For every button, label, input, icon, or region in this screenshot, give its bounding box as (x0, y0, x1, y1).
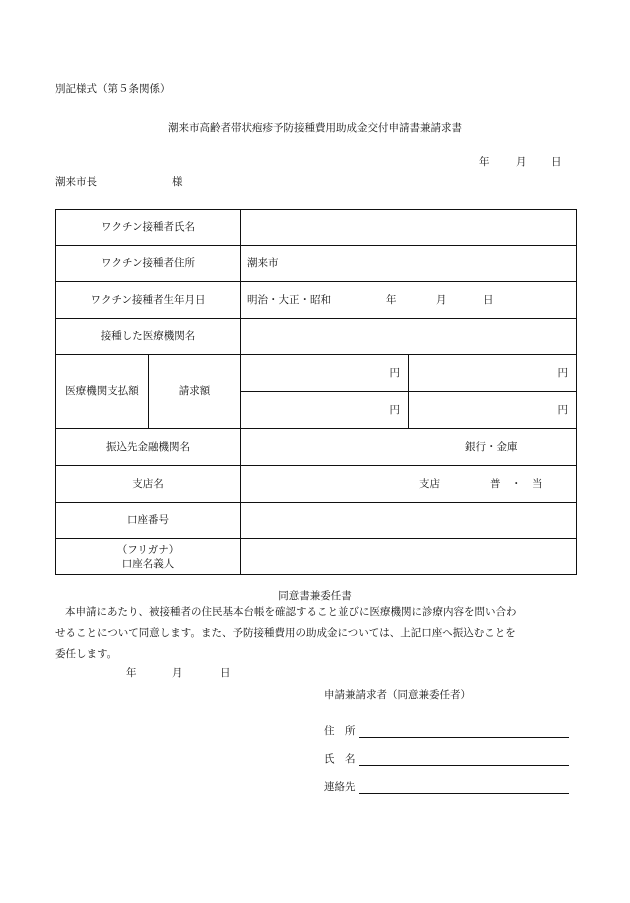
consent-date-month: 月 (172, 667, 183, 679)
vaccinee-address-label: ワクチン接種者住所 (56, 246, 241, 282)
bank-suffix: 銀行・金庫 (465, 441, 518, 453)
bank-field[interactable] (241, 429, 577, 466)
claim-label: 請求額 (149, 355, 241, 429)
date-year: 年 (479, 156, 490, 168)
document-title: 潮来市高齢者帯状疱疹予防接種費用助成金交付申請書兼請求書 (168, 122, 462, 134)
consent-line-2: せることについて同意します。また、予防接種費用の助成金については、上記口座へ振込むことを (55, 627, 516, 639)
branch-label: 支店名 (56, 466, 241, 503)
bank-label: 振込先金融機関名 (56, 429, 241, 466)
birthdate-field[interactable] (241, 282, 577, 319)
yen-unit: 円 (557, 366, 569, 379)
account-holder-name-label: 口座名義人 (121, 557, 175, 570)
consent-title: 同意書兼委任書 (278, 590, 352, 602)
consent-date-day: 日 (220, 667, 231, 679)
branch-field[interactable] (241, 466, 577, 503)
account-type-options[interactable]: 普 ・ 当 (490, 478, 543, 490)
applicant-address-label: 住 所 (324, 725, 356, 737)
payment-amount-field[interactable] (241, 355, 409, 392)
vaccinee-name-label: ワクチン接種者氏名 (56, 210, 241, 246)
claim-amount-field[interactable] (241, 392, 409, 429)
birth-day-unit: 日 (483, 294, 494, 306)
applicant-name-label: 氏 名 (324, 753, 356, 765)
application-table (55, 209, 577, 575)
branch-suffix: 支店 (419, 478, 441, 490)
institution-field[interactable] (241, 319, 577, 355)
birthdate-label: ワクチン接種者生年月日 (56, 282, 241, 319)
vaccinee-name-field[interactable] (241, 210, 577, 246)
yen-unit: 円 (557, 403, 569, 416)
institution-label: 接種した医療機関名 (56, 319, 241, 355)
consent-line-3: 委任します。 (55, 648, 118, 660)
account-holder-label (56, 539, 241, 575)
payment-amount-field-2[interactable] (409, 355, 577, 392)
applicant-contact-line[interactable] (359, 793, 569, 794)
form-label: 別記様式（第５条関係） (55, 83, 171, 95)
era-options[interactable]: 明治・大正・昭和 (247, 294, 332, 306)
furigana-label: （フリガナ） (116, 543, 180, 556)
date-month: 月 (516, 156, 527, 168)
consent-line-1: 本申請にあたり、被接種者の住民基本台帳を確認すること並びに医療機関に診療内容を問い合わ (65, 606, 517, 618)
date-day: 日 (551, 156, 562, 168)
applicant-contact-label: 連絡先 (324, 781, 356, 793)
payment-label: 医療機関支払額 (56, 355, 149, 429)
applicant-address-line[interactable] (359, 737, 569, 738)
account-number-field[interactable] (241, 503, 577, 539)
consent-date-year: 年 (126, 667, 137, 679)
birth-month-unit: 月 (436, 294, 447, 306)
yen-unit: 円 (389, 403, 401, 416)
account-number-label: 口座番号 (56, 503, 241, 539)
birth-year-unit: 年 (386, 294, 397, 306)
applicant-heading: 申請兼請求者（同意兼委任者） (324, 689, 471, 701)
claim-amount-field-2[interactable] (409, 392, 577, 429)
addressee-honorific: 様 (172, 176, 183, 188)
yen-unit: 円 (389, 366, 401, 379)
addressee-name: 潮来市長 (55, 176, 97, 188)
applicant-name-line[interactable] (359, 765, 569, 766)
account-holder-field[interactable] (241, 539, 577, 575)
vaccinee-address-field[interactable]: 潮来市 (241, 246, 577, 282)
